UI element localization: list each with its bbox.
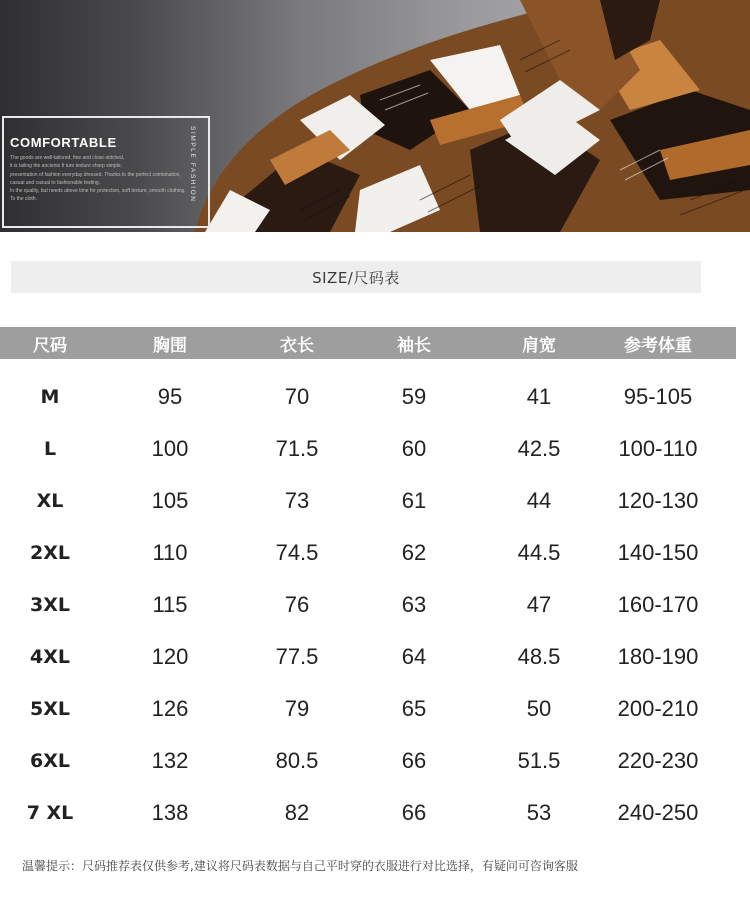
chest-cell: 126 bbox=[151, 696, 189, 721]
sleeve-cell: 66 bbox=[401, 800, 427, 825]
length-cell: 73 bbox=[284, 488, 310, 513]
chest-cell: 138 bbox=[151, 800, 189, 825]
sleeve-cell: 59 bbox=[401, 384, 427, 409]
shoulder-cell: 42.5 bbox=[517, 436, 561, 461]
shoulder-cell: 50 bbox=[526, 696, 552, 721]
banner-blurb bbox=[10, 154, 186, 204]
chest-cell: 132 bbox=[151, 748, 189, 773]
header-length: 衣长 bbox=[280, 335, 314, 356]
weight-cell: 180-190 bbox=[617, 644, 699, 669]
table-row bbox=[0, 585, 736, 625]
chest-cell: 105 bbox=[151, 488, 189, 513]
sleeve-cell: 64 bbox=[401, 644, 427, 669]
size-cell: 3XL bbox=[30, 594, 70, 616]
weight-cell: 220-230 bbox=[617, 748, 699, 773]
size-cell: 5XL bbox=[30, 698, 70, 720]
length-cell: 74.5 bbox=[275, 540, 319, 565]
shoulder-cell: 51.5 bbox=[517, 748, 561, 773]
weight-cell: 120-130 bbox=[617, 488, 699, 513]
chest-cell: 115 bbox=[152, 592, 188, 617]
length-cell: 70 bbox=[284, 384, 310, 409]
header-sleeve: 袖长 bbox=[397, 335, 431, 356]
table-row bbox=[0, 741, 736, 781]
blurb-line: To the cloth. bbox=[10, 196, 37, 203]
header-size: 尺码 bbox=[33, 335, 67, 356]
size-cell: XL bbox=[36, 490, 64, 512]
weight-cell: 100-110 bbox=[618, 436, 698, 461]
table-row bbox=[0, 689, 736, 729]
shoulder-cell: 44.5 bbox=[517, 540, 561, 565]
weight-cell: 240-250 bbox=[617, 800, 699, 825]
shoulder-cell: 53 bbox=[526, 800, 552, 825]
length-cell: 80.5 bbox=[275, 748, 319, 773]
table-row bbox=[0, 533, 736, 573]
sleeve-cell: 62 bbox=[401, 540, 427, 565]
size-cell: L bbox=[43, 438, 57, 460]
length-cell: 79 bbox=[284, 696, 310, 721]
sleeve-cell: 63 bbox=[401, 592, 427, 617]
table-header-row bbox=[0, 327, 736, 359]
blurb-line: it is tailing the ancients fi ture texture sharp simple, bbox=[10, 163, 122, 170]
size-cell: M bbox=[40, 386, 60, 408]
length-cell: 71.5 bbox=[275, 436, 319, 461]
size-cell: 2XL bbox=[30, 542, 70, 564]
header-weight: 参考体重 bbox=[624, 335, 692, 356]
table-row bbox=[0, 793, 736, 833]
sleeve-cell: 66 bbox=[401, 748, 427, 773]
table-row bbox=[0, 429, 736, 469]
shoulder-cell: 48.5 bbox=[517, 644, 561, 669]
blurb-line: The goods are well-tailored, fine and close-stitched, bbox=[10, 155, 125, 161]
length-cell: 77.5 bbox=[275, 644, 319, 669]
shoulder-cell: 44 bbox=[526, 488, 552, 513]
chest-cell: 120 bbox=[151, 644, 189, 669]
sleeve-cell: 61 bbox=[401, 488, 427, 513]
header-chest: 胸围 bbox=[153, 335, 187, 356]
product-banner bbox=[0, 0, 750, 232]
banner-vertical-text: SIMPLE FASHION bbox=[189, 126, 196, 203]
sleeve-cell: 60 bbox=[401, 436, 427, 461]
chest-cell: 95 bbox=[157, 384, 183, 409]
size-tip-note: 温馨提示：尺码推荐表仅供参考,建议将尺码表数据与自己平时穿的衣服进行对比选择，有疑问可咨询客服 bbox=[22, 859, 578, 873]
chest-cell: 110 bbox=[152, 540, 188, 565]
size-cell: 6XL bbox=[30, 750, 70, 772]
weight-cell: 95-105 bbox=[623, 384, 693, 409]
weight-cell: 140-150 bbox=[617, 540, 699, 565]
table-row bbox=[0, 481, 736, 521]
size-chart-title: SIZE/尺码表 bbox=[312, 268, 400, 287]
size-cell: 4XL bbox=[30, 646, 70, 668]
length-cell: 82 bbox=[284, 800, 310, 825]
sleeve-cell: 65 bbox=[401, 696, 427, 721]
blurb-line: presentation of fashion everyday dressed. Thanks to the perfect combination, bbox=[10, 171, 181, 178]
shoulder-cell: 47 bbox=[526, 592, 552, 617]
blurb-line: casual and casual to fashionable feeling. bbox=[10, 179, 101, 186]
weight-cell: 160-170 bbox=[617, 592, 699, 617]
shoulder-cell: 41 bbox=[526, 384, 552, 409]
table-row bbox=[0, 637, 736, 677]
chest-cell: 100 bbox=[151, 436, 189, 461]
length-cell: 76 bbox=[284, 592, 310, 617]
weight-cell: 200-210 bbox=[617, 696, 699, 721]
size-cell: 7 XL bbox=[26, 802, 74, 824]
size-chart-header bbox=[11, 261, 701, 293]
banner-heading: COMFORTABLE bbox=[10, 135, 117, 150]
header-shoulder: 肩宽 bbox=[522, 335, 556, 356]
blurb-line: In the quality, but needs above time for protection, soft texture, smooth clothing. bbox=[10, 188, 186, 195]
table-row bbox=[0, 377, 736, 417]
